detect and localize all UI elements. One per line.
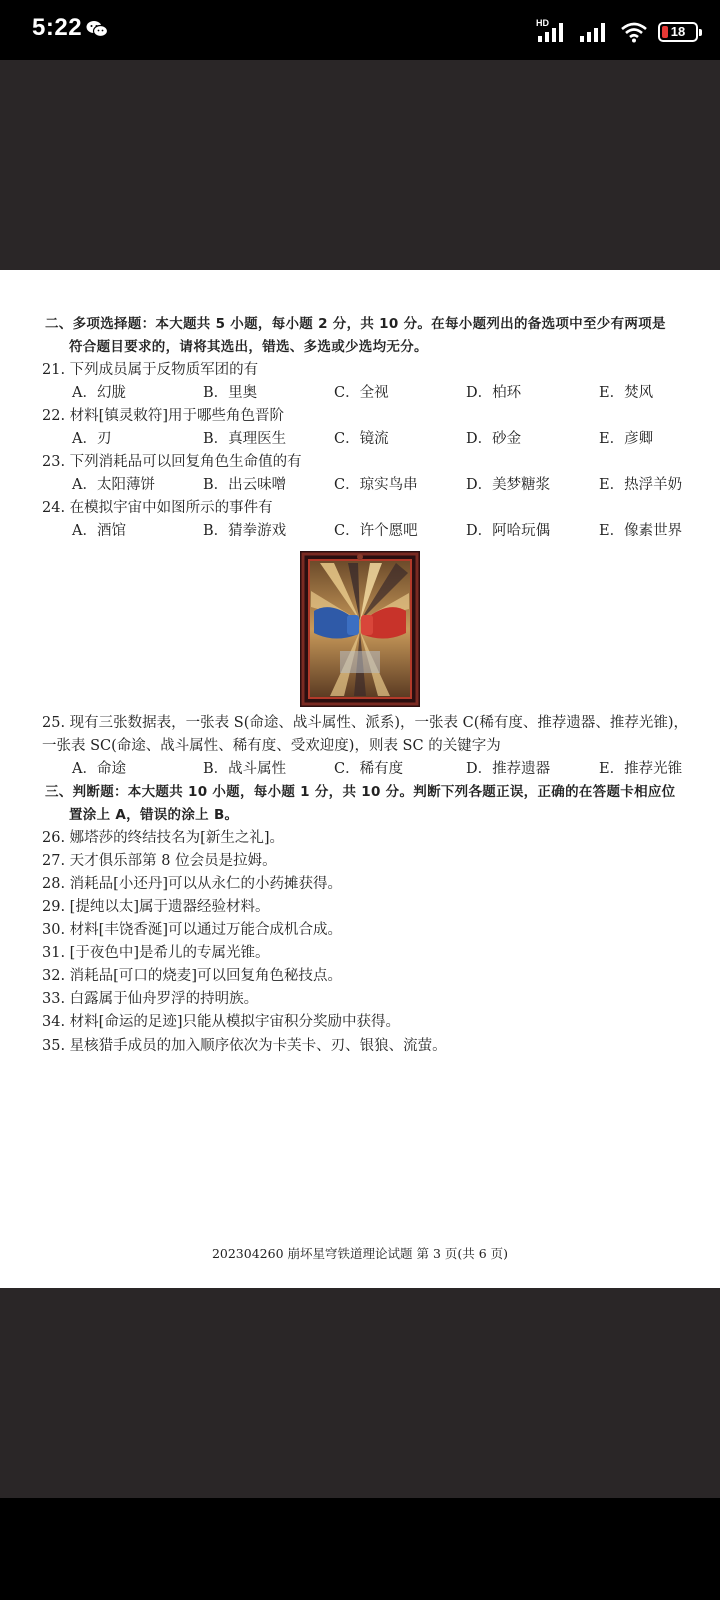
- option-a: A．幻胧: [72, 385, 126, 401]
- question-text: 现有三张数据表，一张表 S(命途、战斗属性、派系)，一张表 C(稀有度、推荐遗器、推荐光锥)，: [69, 715, 689, 731]
- option-e: E．推荐光锥: [599, 761, 683, 777]
- question-number: 25.: [42, 715, 66, 731]
- question-23-options: [0, 475, 720, 495]
- question-25-options: [0, 759, 720, 779]
- question-22-options: [0, 429, 720, 449]
- option-e: E．焚风: [599, 385, 654, 401]
- question-number: 34.: [42, 1014, 66, 1030]
- option-a: A．酒馆: [72, 523, 126, 539]
- question-29: [42, 897, 270, 917]
- question-21-options: [0, 383, 720, 403]
- option-d: D．推荐遗器: [466, 761, 551, 777]
- navigation-area: [0, 1498, 720, 1600]
- question-35: [42, 1036, 447, 1056]
- option-b: B．出云味噌: [203, 477, 287, 493]
- question-number: 29.: [42, 899, 66, 915]
- signal-icon: [578, 21, 610, 43]
- question-text: 星核猎手成员的加入顺序依次为卡芙卡、刃、银狼、流萤。: [69, 1038, 447, 1054]
- option-e: E．热浮羊奶: [599, 477, 683, 493]
- question-21: [42, 360, 258, 380]
- option-d: D．美梦糖浆: [466, 477, 551, 493]
- signal-icon: [536, 18, 568, 43]
- question-25-line1: [42, 713, 688, 733]
- question-text: 白露属于仙舟罗浮的持明族。: [69, 991, 259, 1007]
- option-c: C．镜流: [334, 431, 389, 447]
- question-23: [42, 452, 302, 472]
- question-text: 下列消耗品可以回复角色生命值的有: [69, 454, 302, 470]
- option-e: E．彦卿: [599, 431, 654, 447]
- option-b: B．猜拳游戏: [203, 523, 287, 539]
- question-text: 消耗品[小还丹]可以从永仁的小药摊获得。: [69, 876, 342, 892]
- option-c: C．许个愿吧: [334, 523, 418, 539]
- question-25-line2: 一张表 SC(命途、战斗属性、稀有度、受欢迎度)，则表 SC 的关键字为: [42, 738, 501, 754]
- option-d: D．阿哈玩偶: [466, 523, 551, 539]
- question-24: [42, 498, 273, 518]
- question-24-options: [0, 521, 720, 541]
- question-text: 下列成员属于反物质军团的有: [69, 362, 259, 378]
- option-a: A．刃: [72, 431, 112, 447]
- question-text: 材料[命运的足迹]只能从模拟宇宙积分奖励中获得。: [69, 1014, 400, 1030]
- question-text: [于夜色中]是希儿的专属光锥。: [69, 945, 270, 961]
- question-27: [42, 851, 277, 871]
- question-text: 材料[丰饶香涎]可以通过万能合成机合成。: [69, 922, 342, 938]
- question-number: 28.: [42, 876, 66, 892]
- question-text: [提纯以太]属于遗器经验材料。: [69, 899, 270, 915]
- viewer-background-bottom: [0, 1288, 720, 1498]
- question-34: [42, 1012, 400, 1032]
- battery-text: 18: [670, 24, 686, 39]
- option-a: A．太阳薄饼: [72, 477, 155, 493]
- option-b: B．真理医生: [203, 431, 287, 447]
- question-32: [42, 966, 342, 986]
- battery-icon: [658, 22, 698, 42]
- question-number: 35.: [42, 1038, 66, 1054]
- option-d: D．砂金: [466, 431, 522, 447]
- section2-heading-line1: 二、多项选择题：本大题共 5 小题，每小题 2 分，共 10 分。在每小题列出的备选项中至少有两项是: [45, 316, 666, 332]
- question-number: 31.: [42, 945, 66, 961]
- option-c: C．琼实鸟串: [334, 477, 418, 493]
- status-time: 5:22: [32, 14, 83, 41]
- question-number: 33.: [42, 991, 66, 1007]
- question-number: 30.: [42, 922, 66, 938]
- question-number: 23.: [42, 454, 66, 470]
- hd-label: HD: [536, 18, 549, 28]
- viewer-background-top: [0, 60, 720, 270]
- option-c: C．稀有度: [334, 761, 404, 777]
- question-number: 21.: [42, 362, 66, 378]
- option-b: B．战斗属性: [203, 761, 287, 777]
- option-d: D．柏环: [466, 385, 522, 401]
- option-c: C．全视: [334, 385, 389, 401]
- wifi-icon: [620, 21, 648, 43]
- question-text: 材料[镇灵敕符]用于哪些角色晋阶: [69, 408, 284, 424]
- page-footer: 202304260 崩坏星穹铁道理论试题 第 3 页(共 6 页): [211, 1246, 509, 1261]
- question-31: [42, 943, 270, 963]
- question-text: 天才俱乐部第 8 位会员是拉姆。: [69, 853, 277, 869]
- section3-heading-line1: 三、判断题：本大题共 10 小题，每小题 1 分，共 10 分。判断下列各题正误，正确的在答题卡相应位: [45, 784, 676, 800]
- status-bar: [0, 0, 720, 60]
- question-number: 26.: [42, 830, 66, 846]
- option-e: E．像素世界: [599, 523, 683, 539]
- option-a: A．命途: [72, 761, 126, 777]
- question-33: [42, 989, 258, 1009]
- question-text: 娜塔莎的终结技名为[新生之礼]。: [69, 830, 284, 846]
- question-26: [42, 828, 284, 848]
- document-page[interactable]: [0, 270, 720, 1288]
- question-number: 32.: [42, 968, 66, 984]
- question-28: [42, 874, 342, 894]
- section3-heading-line2: 置涂上 A，错误的涂上 B。: [69, 807, 239, 823]
- question-number: 27.: [42, 853, 66, 869]
- option-b: B．里奥: [203, 385, 258, 401]
- status-icons: [536, 18, 698, 46]
- question-number: 24.: [42, 500, 66, 516]
- question-text: 在模拟宇宙中如图所示的事件有: [69, 500, 273, 516]
- event-card-image: [300, 551, 420, 707]
- question-text: 消耗品[可口的烧麦]可以回复角色秘技点。: [69, 968, 342, 984]
- wechat-icon: [86, 20, 108, 38]
- section2-heading-line2: 符合题目要求的，请将其选出，错选、多选或少选均无分。: [69, 339, 428, 355]
- question-30: [42, 920, 342, 940]
- question-22: [42, 406, 284, 426]
- question-number: 22.: [42, 408, 66, 424]
